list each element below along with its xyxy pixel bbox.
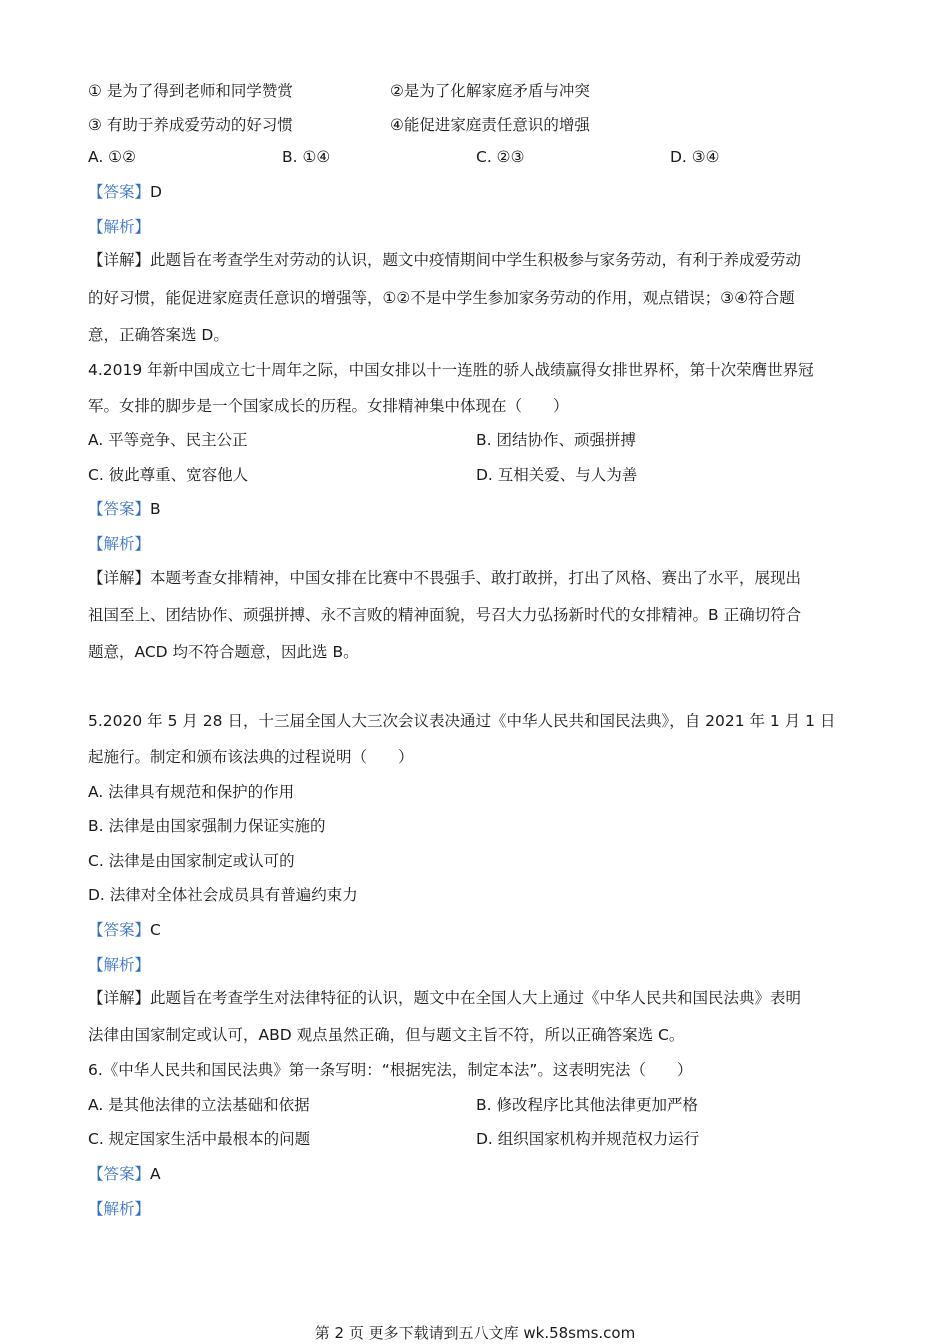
answer-tag: 【答案】: [88, 1165, 151, 1183]
q4-option-c: C. 彼此尊重、宽容他人: [88, 466, 249, 484]
analysis-tag: 【解析】: [88, 1200, 151, 1218]
q3-answer: [88, 181, 162, 203]
q3-detail-line1: [88, 249, 801, 271]
q4-answer: [88, 498, 161, 520]
q5-detail-line2: 法律由国家制定或认可，ABD 观点虽然正确，但与题文主旨不符，所以正确答案选 C。: [88, 1026, 685, 1044]
q3-option-a: A. ①②: [88, 148, 136, 166]
analysis-tag: 【解析】: [88, 535, 151, 553]
q3-option-b: B. ①④: [282, 148, 331, 166]
q6-options-row1: [88, 1094, 868, 1116]
q5-detail-line1: [88, 987, 801, 1009]
q5-option-c: C. 法律是由国家制定或认可的: [88, 852, 295, 870]
q3-statement-2: ②是为了化解家庭矛盾与冲突: [390, 82, 590, 100]
q6-option-c: C. 规定国家生活中最根本的问题: [88, 1130, 311, 1148]
q5-analysis: [88, 954, 150, 976]
q5-answer: [88, 919, 161, 941]
q3-detail-line3: 意，正确答案选 D。: [88, 326, 229, 344]
q5-stem-line2: 起施行。制定和颁布该法典的过程说明（ ）: [88, 748, 414, 766]
q4-options-row2: [88, 464, 868, 486]
q5-option-a: A. 法律具有规范和保护的作用: [88, 783, 295, 801]
q6-options-row2: [88, 1128, 868, 1150]
q6-option-a: A. 是其他法律的立法基础和依据: [88, 1096, 310, 1114]
answer-value: B: [150, 500, 161, 518]
answer-value: C: [150, 921, 161, 939]
analysis-tag: 【解析】: [88, 218, 151, 236]
q3-analysis: [88, 216, 150, 238]
q3-option-d: D. ③④: [670, 148, 720, 166]
q4-stem-line1: 4.2019 年新中国成立七十周年之际，中国女排以十一连胜的骄人战绩赢得女排世界杯，第十次荣膺世界冠: [88, 361, 814, 379]
q6-stem-line1: 6.《中华人民共和国民法典》第一条写明：“根据宪法，制定本法”。这表明宪法（ ）: [88, 1061, 693, 1079]
q4-options-row1: [88, 429, 868, 451]
q5-option-d: D. 法律对全体社会成员具有普遍约束力: [88, 886, 358, 904]
q3-options: [88, 146, 868, 168]
q6-option-b: B. 修改程序比其他法律更加严格: [476, 1096, 698, 1114]
q4-detail-line3: 题意，ACD 均不符合题意，因此选 B。: [88, 643, 359, 661]
detail-tag: 【详解】: [88, 989, 151, 1007]
q3-statement-4: ④能促进家庭责任意识的增强: [390, 116, 590, 134]
q6-analysis: [88, 1198, 150, 1220]
q4-detail-line1: [88, 567, 801, 589]
q4-option-a: A. 平等竞争、民主公正: [88, 431, 248, 449]
detail-text: 此题旨在考查学生对劳动的认识，题文中疫情期间中学生积极参与家务劳动，有利于养成爱劳动: [150, 251, 802, 269]
q6-option-d: D. 组织国家机构并规范权力运行: [476, 1130, 700, 1148]
q3-statement-3: ③ 有助于养成爱劳动的好习惯: [88, 116, 293, 134]
answer-tag: 【答案】: [88, 500, 151, 518]
q4-option-d: D. 互相关爱、与人为善: [476, 466, 638, 484]
q5-stem-line1: 5.2020 年 5 月 28 日，十三届全国人大三次会议表决通过《中华人民共和国民法典》，自 2021 年 1 月 1 日: [88, 712, 836, 730]
answer-tag: 【答案】: [88, 921, 151, 939]
q3-statements-row1: [88, 80, 590, 102]
q5-option-b: B. 法律是由国家强制力保证实施的: [88, 817, 326, 835]
analysis-tag: 【解析】: [88, 956, 151, 974]
q3-detail-line2: 的好习惯，能促进家庭责任意识的增强等，①②不是中学生参加家务劳动的作用，观点错误；③④符合题: [88, 289, 795, 307]
answer-tag: 【答案】: [88, 183, 151, 201]
answer-value: A: [150, 1165, 161, 1183]
q4-stem-line2: 军。女排的脚步是一个国家成长的历程。女排精神集中体现在（ ）: [88, 397, 569, 415]
detail-tag: 【详解】: [88, 251, 151, 269]
q4-detail-line2: 祖国至上、团结协作、顽强拼搏、永不言败的精神面貌，号召大力弘扬新时代的女排精神。B 正确切符合: [88, 606, 802, 624]
detail-text: 本题考查女排精神，中国女排在比赛中不畏强手、敢打敢拼，打出了风格、赛出了水平，展现出: [150, 569, 802, 587]
q3-option-c: C. ②③: [476, 148, 525, 166]
page-footer: 第 2 页 更多下载请到五八文库 wk.58sms.com: [314, 1324, 636, 1342]
detail-text: 此题旨在考查学生对法律特征的认识，题文中在全国人大上通过《中华人民共和国民法典》表明: [150, 989, 802, 1007]
q3-statement-1: ① 是为了得到老师和同学赞赏: [88, 82, 293, 100]
answer-value: D: [150, 183, 162, 201]
q4-analysis: [88, 533, 150, 555]
q6-answer: [88, 1163, 161, 1185]
detail-tag: 【详解】: [88, 569, 151, 587]
q3-statements-row2: [88, 114, 590, 136]
q4-option-b: B. 团结协作、顽强拼搏: [476, 431, 636, 449]
